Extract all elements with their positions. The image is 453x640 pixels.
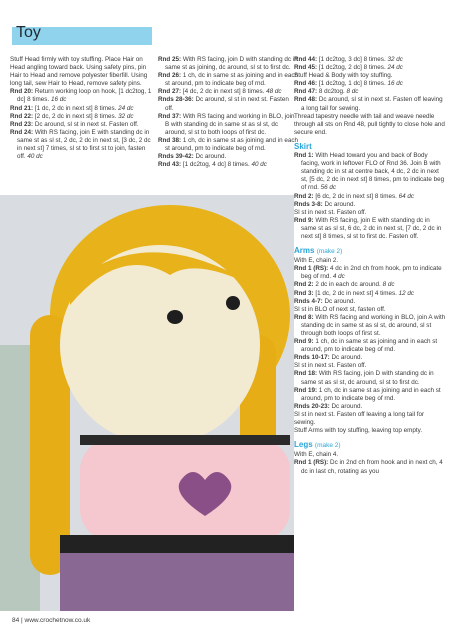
pattern-row [158,113,298,137]
row-label: Rnd 1 (RS): [294,265,329,273]
row-text: [2 dc, 2 dc in next st] 8 times. [34,112,117,120]
pattern-row [158,137,298,153]
pattern-row [294,290,446,298]
row-text: Sl st in next st. Fasten off leaving a long tail for sewing. [294,410,425,427]
row-text: 1 ch, dc in same st as joining and in each st around, pm to indicate beg of rnd. [165,136,299,153]
pattern-row [10,88,152,104]
pattern-row [158,161,298,169]
pattern-row [294,403,446,411]
pattern-row [10,113,152,121]
pattern-row [294,152,446,192]
section-heading-skirt [294,143,446,151]
pattern-row [294,113,446,137]
stitch-count: 16 dc [50,96,67,104]
row-label: Rnd 46: [294,80,318,88]
section-heading-text: Skirt [294,141,312,151]
row-label: Rnd 20: [10,88,34,96]
pattern-row [158,88,298,96]
row-text: Dc around. [195,153,227,161]
row-text: With RS facing, join D with standing dc in same st as sl st, dc around, sl st to first dc. [301,370,434,386]
pattern-row [294,64,446,72]
row-text: 4 dc in 2nd ch from hook, pm to indicate beg of rnd. [301,265,442,281]
row-label: Rnd 18: [294,370,318,378]
stitch-count: 4 dc [332,273,345,281]
row-label: Rnd 9: [294,216,314,224]
row-label: Rnd 3: [294,289,314,297]
row-text: Sl st in next st. Fasten off. [294,362,367,370]
stitch-count: 32 dc [387,56,403,63]
row-text: With RS facing, join E with standing dc in same st as sl st, 6 dc, 2 dc in next st, [7 dc, 2 dc in next st] 8 times, sl st to first dc. Fasten off. [301,216,442,240]
row-label: Rnd 25: [158,56,182,63]
doll-photo [0,195,294,611]
row-label: Rnd 48: [294,96,318,104]
row-label: Rnd 22: [10,112,34,120]
pattern-row [294,72,446,80]
pattern-row [294,459,446,475]
row-text: With RS facing, join E with standing dc in same st as sl st, 2 dc, 2 dc in next st, [3 dc, 2 dc in next st] 7 times, sl st to first st to join, fasten off. [17,128,151,161]
pattern-row [158,56,298,72]
pattern-row [294,80,446,88]
section-subheading: (make 2) [314,442,341,450]
row-label: Rnd 24: [10,128,34,136]
column-3 [294,56,446,476]
pattern-row [10,56,152,88]
row-label: Rnds 4-7: [294,297,323,305]
stitch-count: 64 dc [398,192,415,200]
row-label: Rnd 37: [158,112,182,120]
row-text: [1 dc2tog, 1 dc] 8 times. [318,80,386,88]
page-title: Toy [16,24,41,41]
pattern-row [294,306,446,314]
pattern-row [294,354,446,362]
row-label: Rnd 47: [294,88,318,96]
pattern-row [294,217,446,241]
pattern-row [294,338,446,354]
row-text: Dc around. [331,354,363,362]
row-label: Rnds 3-8: [294,200,323,208]
row-label: Rnd 26: [158,72,182,80]
pattern-row [10,121,152,129]
row-text: Dc around. [331,402,363,410]
row-text: Sl st in BLO of next st, fasten off. [294,305,386,313]
row-label: Rnd 21: [10,104,34,112]
pattern-row [294,427,446,435]
row-text: Stuff Arms with toy stuffing, leaving top empty. [294,427,423,435]
row-text: With E, chain 4. [294,451,339,459]
row-text: 1 ch, dc in same st as joining and in each st around, pm to indicate beg of rnd. [301,338,438,354]
row-text: [1 dc2tog, 4 dc] 8 times. [182,161,250,169]
stitch-count: 16 dc [387,80,403,88]
stitch-count: 40 dc [27,153,43,161]
section-heading-arms [294,247,446,256]
row-text: Stuff Head firmly with toy stuffing. Place Hair on Head angling toward back. Using safety pins, pin Hair to Head and remove polyester fiberfill. Using long tail, sew Hair to Head, remove safety pins. [10,56,148,88]
row-label: Rnd 43: [158,161,182,169]
row-text: 1 ch, dc in same st as joining and in each st around, pm to indicate beg of rnd. [165,72,299,88]
pattern-row [294,314,446,338]
row-label: Rnds 39-42: [158,153,194,161]
row-text: With Head toward you and back of Body facing, work in leftover FLO of Rnd 36. Join B with standing dc in st at centre back, 4 dc, 2 dc in next st, [5 dc, 2 dc in next st] 8 times, pm to indicate beg of rnd. [301,152,445,192]
stitch-count: 8 dc [346,88,359,96]
row-label: Rnd 8: [294,313,314,321]
stitch-count: 32 dc [118,112,134,120]
row-label: Rnd 1 (RS): [294,459,329,467]
column-2 [158,56,298,169]
row-text: Dc around. [324,297,356,305]
row-text: [6 dc, 2 dc in next st] 8 times. [315,192,397,200]
pattern-row [294,370,446,386]
row-label: Rnd 45: [294,64,318,72]
row-text: Dc around, sl st in next st. Fasten off leaving a long tail for sewing. [301,96,443,112]
pattern-row [294,56,446,64]
row-text: With RS facing and working in BLO, join B with standing dc in same st as sl st, dc around, sl st to both loops of first dc. [165,112,295,136]
column-1 [10,56,152,161]
row-text: 8 dc2tog. [318,88,345,96]
row-label: Rnd 1: [294,152,314,160]
row-text: With E, chain 2. [294,257,339,265]
row-label: Rnds 10-17: [294,354,330,362]
section-subheading: (make 2) [316,248,343,256]
row-text: Dc in 2nd ch from hook and in next ch, 4 dc in last ch, rotating as you [301,459,443,475]
section-heading-legs [294,441,446,450]
pattern-row [294,387,446,403]
row-text: With RS facing, join D with standing dc in same st as joining, dc around, sl st to first dc. [165,56,298,72]
row-text: [1 dc, 2 dc in next st] 8 times. [34,104,117,112]
row-text: Stuff Head & Body with toy stuffing. [294,72,393,80]
row-text: 1 ch, dc in same st as joining and in each st around, pm to indicate beg of rnd. [301,386,441,402]
pattern-row [294,96,446,112]
stitch-count: 56 dc [320,184,337,192]
row-text: [4 dc, 2 dc in next st] 8 times. [182,88,265,96]
section-heading-text: Legs [294,440,313,450]
stitch-count: 12 dc [398,289,415,297]
row-text: [1 dc, 2 dc in next st] 4 times. [315,289,397,297]
row-label: Rnd 2: [294,281,314,289]
row-text: [1 dc2tog, 3 dc] 8 times. [318,56,386,63]
stitch-count: 24 dc [387,64,403,72]
pattern-row [10,129,152,161]
pattern-row [294,265,446,281]
row-text: Thread tapestry needle with tail and weave needle through all sts on Rnd 48, pull tightly to close hole and secure end. [294,112,445,136]
row-label: Rnd 27: [158,88,182,96]
row-label: Rnd 38: [158,136,182,144]
row-label: Rnd 44: [294,56,318,63]
pattern-row [158,72,298,88]
row-text: Sl st in next st. Fasten off. [294,208,367,216]
stitch-count: 8 dc [382,281,395,289]
row-text: Dc around, sl st in next st. Fasten off. [165,96,289,112]
row-label: Rnd 23: [10,120,34,128]
pattern-row [294,362,446,370]
pattern-row [10,105,152,113]
pattern-row [294,298,446,306]
row-text: [1 dc2tog, 2 dc] 8 times. [318,64,386,72]
row-text: With RS facing and working in BLO, join A with standing dc in same st as sl st, dc around, sl st through both loops of first st. [301,313,446,337]
pattern-row [158,153,298,161]
row-label: Rnd 2: [294,192,314,200]
stitch-count: 24 dc [118,104,134,112]
row-label: Rnds 28-36: [158,96,194,104]
row-label: Rnd 9: [294,338,314,346]
pattern-row [294,201,446,209]
row-text: Return working loop on hook, [1 dc2tog, 1 dc] 8 times. [17,88,152,104]
pattern-row [294,209,446,217]
row-text: Dc around, sl st in next st. Fasten off. [34,120,139,128]
pattern-row [294,411,446,427]
pattern-row [294,281,446,289]
stitch-count: 40 dc [251,161,267,169]
pattern-row [294,88,446,96]
section-heading-text: Arms [294,246,315,256]
pattern-row [294,193,446,201]
row-text: Dc around. [324,200,356,208]
row-label: Rnds 20-23: [294,402,330,410]
page-footer: 84 | www.crochetnow.co.uk [12,617,91,624]
pattern-row [294,257,446,265]
row-label: Rnd 19: [294,386,318,394]
pattern-row [294,451,446,459]
stitch-count: 48 dc [266,88,282,96]
pattern-row [158,96,298,112]
row-text: 2 dc in each dc around. [315,281,381,289]
